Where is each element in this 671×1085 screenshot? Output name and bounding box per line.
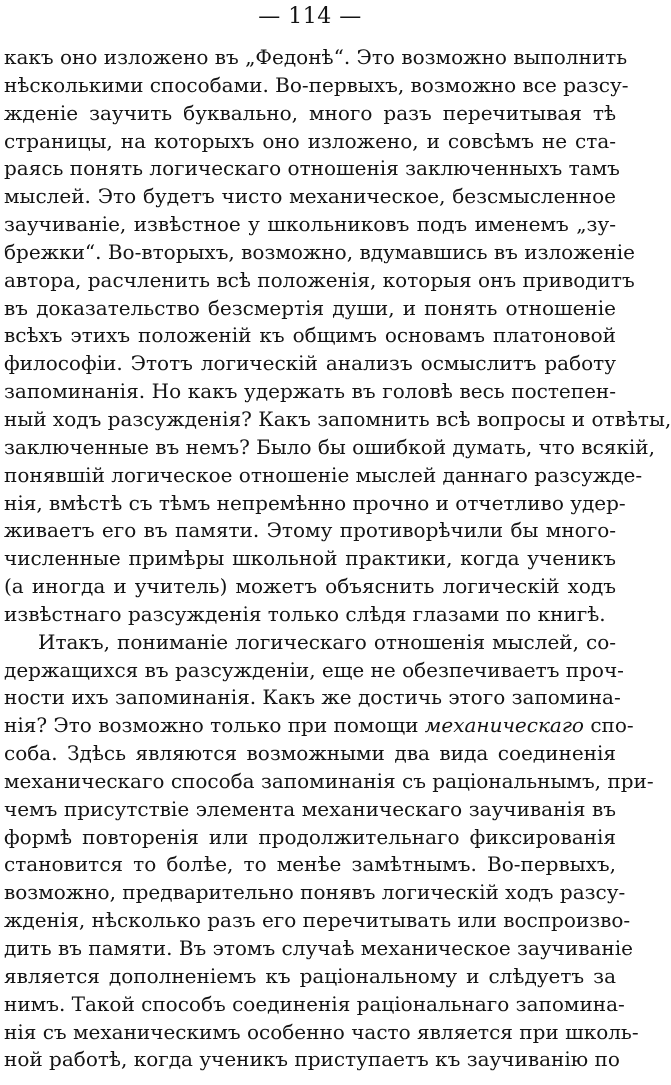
text-line (4, 712, 634, 740)
italic-term: механическаго (424, 713, 584, 738)
text-segment: спо- (583, 713, 634, 738)
text-line: формѣ повторенія или продолжительнаго фиксированія (4, 824, 616, 849)
page-text (4, 44, 671, 1074)
text-line: механическаго способа запоминанія съ раціональнымъ, при- (4, 768, 654, 793)
page-number: — 114 — (258, 4, 362, 29)
text-line: нія, вмѣстѣ съ тѣмъ непремѣнно прочно и отчетливо удер- (4, 490, 626, 515)
text-line: жденіе заучить буквально, много разъ перечитывая тѣ (4, 100, 616, 125)
text-line: заключенные въ немъ? Было бы ошибкой думать, что всякій, (4, 434, 655, 459)
text-line: возможно, предварительно понявъ логическій ходъ разсу- (4, 880, 626, 905)
text-line: извѣстнаго разсужденія только слѣдя глазами по книгѣ. (4, 601, 606, 626)
text-line: раясь понять логическаго отношенія заключенныхъ тамъ (4, 156, 620, 181)
text-line: нія съ механическимъ особенно часто является при школь- (4, 1019, 639, 1044)
text-line: понявшій логическое отношеніе мыслей даннаго разсужде- (4, 462, 643, 487)
text-line: страницы, на которыхъ оно изложено, и совсѣмъ не ста- (4, 128, 616, 153)
text-line: автора, расчленить всѣ положенія, которыя онъ приводитъ (4, 267, 635, 292)
text-line: численные примѣры школьной практики, когда ученикъ (4, 546, 616, 571)
text-line: нимъ. Такой способъ соединенія раціональнаго запомина- (4, 991, 625, 1016)
text-segment: нія? Это возможно только при помощи (4, 713, 419, 738)
text-line: заучиваніе, извѣстное у школьниковъ подъ именемъ „зу- (4, 212, 616, 237)
text-line: нѣсколькими способами. Во-первыхъ, возможно все разсу- (4, 72, 629, 97)
text-line: всѣхъ этихъ положеній къ общимъ основамъ платоновой (4, 323, 616, 348)
text-line: является дополненіемъ къ раціональному и слѣдуетъ за (4, 963, 616, 988)
text-line: становится то болѣе, то менѣе замѣтнымъ. Во-первыхъ, (4, 852, 616, 877)
text-line: философіи. Этотъ логическій анализъ осмыслитъ работу (4, 351, 616, 376)
text-line: брежки“. Во-вторыхъ, возможно, вдумавшись въ изложеніе (4, 239, 636, 264)
text-line: жденія, нѣсколько разъ его перечитывать или воспроизво- (4, 908, 631, 933)
text-line: Итакъ, пониманіе логическаго отношенія мыслей, со- (38, 629, 616, 654)
text-line: ный ходъ разсужденія? Какъ запомнить всѣ вопросы и отвѣты, (4, 406, 671, 431)
text-line: запоминанія. Но какъ удержать въ головѣ весь постепен- (4, 379, 616, 404)
text-line: (а иногда и учитель) можетъ объяснить логическій ходъ (4, 574, 616, 599)
text-line: живаетъ его въ памяти. Этому противорѣчили бы много- (4, 518, 616, 543)
text-line: дить въ памяти. Въ этомъ случаѣ механическое заучиваніе (4, 936, 633, 960)
text-line: ности ихъ запоминанія. Какъ же достичь этого запомина- (4, 685, 621, 710)
text-line: ной работѣ, когда ученикъ приступаетъ къ заучиванію по (4, 1047, 620, 1072)
text-line: въ доказательство безсмертія души, и понять отношеніе (4, 295, 616, 320)
text-line: держащихся въ разсужденіи, еще не обезпечиваетъ проч- (4, 657, 624, 682)
text-line: мыслей. Это будетъ чисто механическое, безсмысленное (4, 184, 616, 209)
text-line: какъ оно изложено въ „Федонѣ“. Это возможно выполнить (4, 45, 628, 69)
text-line: чемъ присутствіе элемента механическаго заучиванія въ (4, 796, 616, 821)
text-line: соба. Здѣсь являются возможными два вида соединенія (4, 741, 616, 766)
